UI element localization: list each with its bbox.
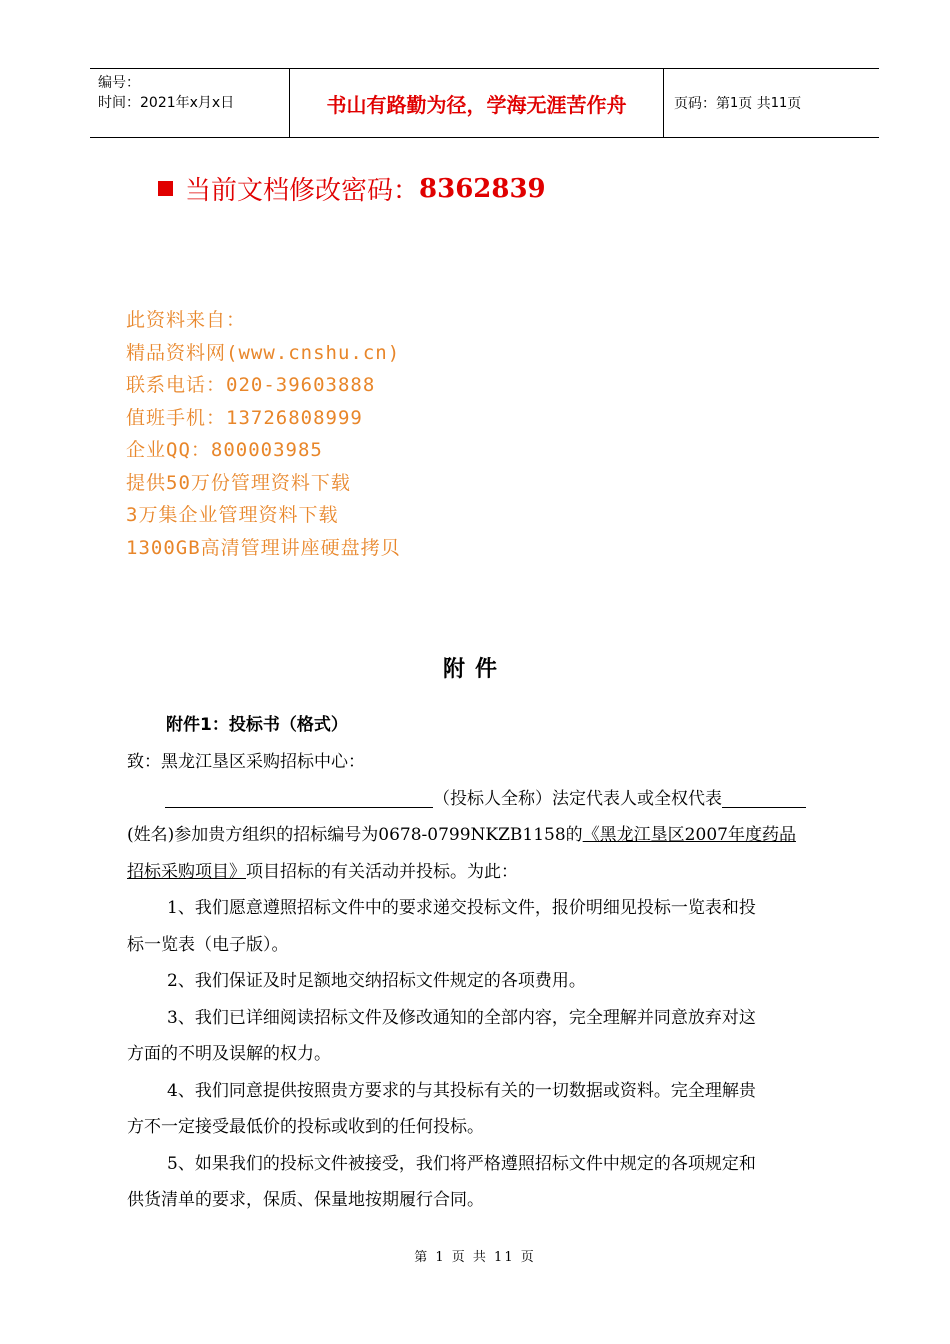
source-line: 3万集企业管理资料下载 xyxy=(126,504,339,526)
red-square-icon xyxy=(158,181,173,196)
page-total: 11 xyxy=(770,95,788,111)
page-footer: 第 1 页 共 11 页 xyxy=(414,1250,536,1265)
source-line: 提供50万份管理资料下载 xyxy=(126,471,351,494)
password-label: 当前文档修改密码： xyxy=(185,176,420,206)
password-notice xyxy=(158,170,546,207)
bidder-name-blank[interactable] xyxy=(165,785,433,808)
clause-5: 5、如果我们的投标文件被接受，我们将严格遵照招标文件中规定的各项规定和 xyxy=(167,1153,756,1174)
clause-5-cont: 供货清单的要求，保质、保量地按期履行合同。 xyxy=(127,1190,484,1210)
page-label: 页码：第 xyxy=(674,96,730,112)
clause-3-cont: 方面的不明及误解的权力。 xyxy=(127,1044,331,1064)
project-name: 招标采购项目》 xyxy=(127,861,246,882)
source-line: 值班手机：13726808999 xyxy=(126,406,363,429)
page-mid: 页 共 xyxy=(738,96,771,112)
password-code: 8362839 xyxy=(419,173,546,204)
clause-3: 3、我们已详细阅读招标文件及修改通知的全部内容，完全理解并同意放弃对这 xyxy=(167,1007,756,1028)
header-meta xyxy=(90,69,290,137)
clause-4-cont: 方不一定接受最低价的投标或收到的任何投标。 xyxy=(127,1117,484,1137)
body-line xyxy=(127,781,843,818)
clause-2: 2、我们保证及时足额地交纳招标文件规定的各项费用。 xyxy=(167,971,586,991)
clause-1: 1、我们愿意遵照招标文件中的要求递交投标文件，报价明细见投标一览表和投 xyxy=(167,898,756,918)
body-text: （投标人全称）法定代表人或全权代表 xyxy=(433,788,722,809)
clause-4: 4、我们同意提供按照贵方要求的与其投标有关的一切数据或资料。完全理解贵 xyxy=(167,1080,756,1101)
header-motto: 书山有路勤为径，学海无涯苦作舟 xyxy=(290,69,664,137)
project-name: 《黑龙江垦区2007年度药品 xyxy=(582,825,796,845)
source-line: 此资料来自： xyxy=(126,309,247,331)
source-info xyxy=(126,304,401,564)
body-line xyxy=(127,854,843,891)
body-line xyxy=(127,817,843,854)
header-page-info xyxy=(664,69,879,137)
addressee: 致：黑龙江垦区采购招标中心： xyxy=(127,752,365,772)
page-title: 附件 xyxy=(442,657,507,682)
clause-1-cont: 标一览表（电子版）。 xyxy=(127,934,289,955)
source-line: 联系电话：020-39603888 xyxy=(126,374,376,396)
body-text: 项目招标的有关活动并投标。为此： xyxy=(246,861,518,882)
document-number-label: 编号： xyxy=(98,75,140,91)
page-current: 1 xyxy=(730,95,739,111)
body-text: (姓名)参加贵方组织的招标编号为0678-0799NKZB1158的 xyxy=(127,825,583,845)
document-time-label: 时间：2021年x月x日 xyxy=(98,95,235,111)
document-header xyxy=(90,68,879,138)
source-line: 精品资料网(www.cnshu.cn) xyxy=(126,341,401,364)
representative-blank[interactable] xyxy=(722,785,806,808)
source-line: 企业QQ：800003985 xyxy=(126,439,323,461)
section-subtitle: 附件1：投标书（格式） xyxy=(166,715,348,735)
page-end: 页 xyxy=(787,96,802,112)
source-line: 1300GB高清管理讲座硬盘拷贝 xyxy=(126,536,401,559)
document-body xyxy=(127,744,843,1219)
